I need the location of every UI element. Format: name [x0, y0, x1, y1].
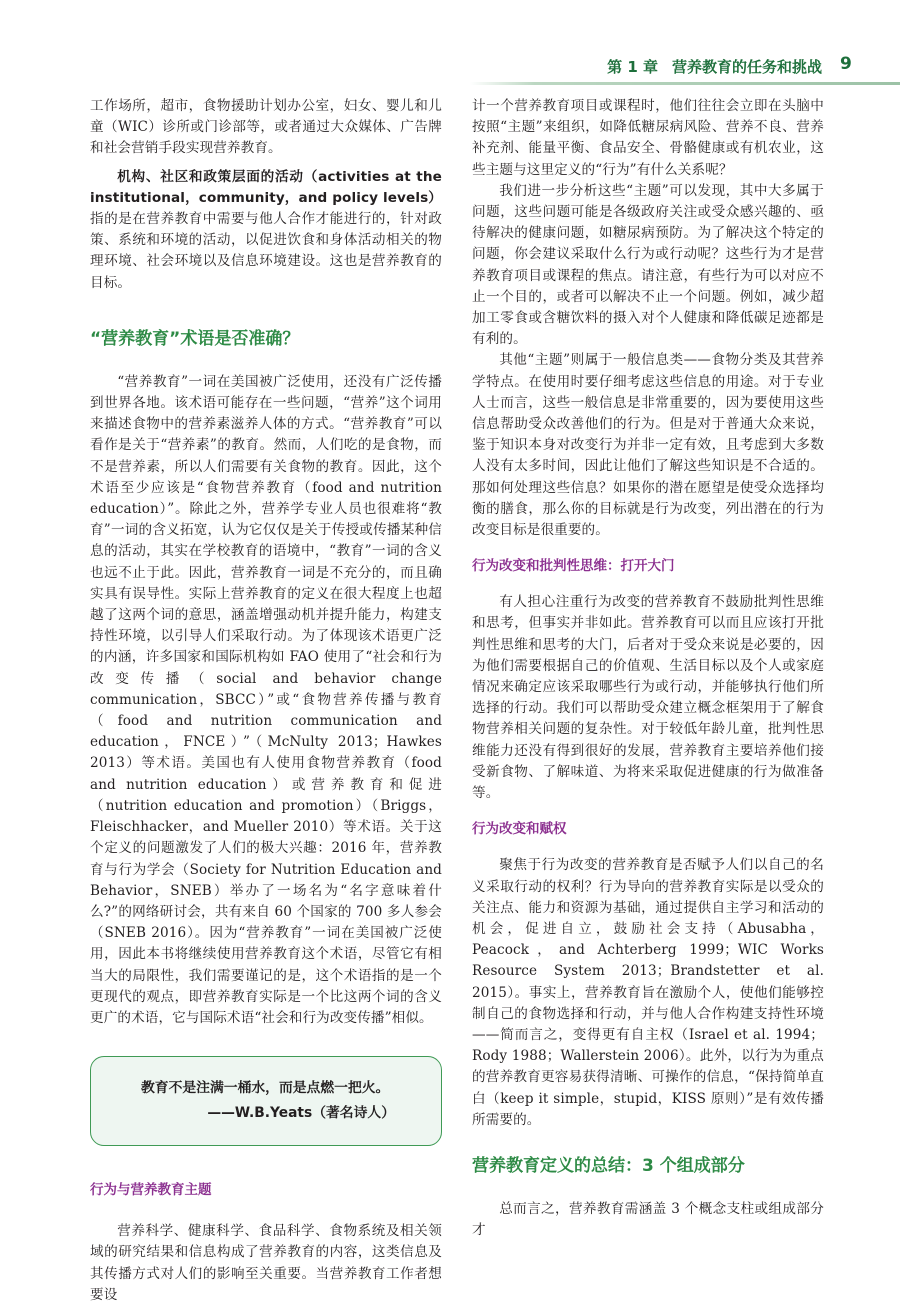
paragraph: 总而言之，营养教育需涵盖 3 个概念支柱或组成部分才: [472, 1200, 824, 1239]
paragraph: 营养科学、健康科学、食品科学、食物系统及相关领域的研究结果和信息构成了营养教育的内容，这类信息及其传播方式对人们的影响至关重要。当营养教育工作者想要设: [90, 1223, 442, 1303]
left-column: [90, 96, 442, 1306]
chapter-label: 第 1 章: [607, 58, 658, 76]
header-rule: [470, 82, 900, 85]
subsection-heading: 行为改变和批判性思维：打开大门: [472, 558, 675, 575]
paragraph: [90, 167, 442, 294]
paragraph: 其他“主题”则属于一般信息类——食物分类及其营养学特点。在使用时要仔细考虑这些信息的用途。对于专业人士而言，这些一般信息是非常重要的，因为要使用这些信息帮助受众改善他们的行为。但是对于普通大众来说，鉴于知识本身对改变行为并非一定有效，且考虑到大多数人没有太多时间，因此让他们了解这些知识是不合适的。那如何处理这些信息？如果你的潜在愿望是使受众选择均衡的膳食，那么你的目标就是行为改变，列出潜在的行为改变目标是很重要的。: [472, 352, 824, 539]
quote-text: 教育不是注满一桶水，而是点燃一把火。: [141, 1080, 390, 1097]
bold-term: 机构、社区和政策层面的活动（activities at the institutional，community，and policy levels）: [90, 168, 442, 206]
header-chapter-title: [607, 56, 822, 77]
paragraph: 聚焦于行为改变的营养教育是否赋予人们以自己的名义采取行动的权利？行为导向的营养教育实际是以受众的关注点、能力和资源为基础，通过提供自主学习和活动的机会，促进自立，鼓励社会支持（Abusabha，Peacock，and Achterberg 1999；WIC Works Resource System 2013；Brandstetter et al. 2015）。事实上，营养教育旨在激励个人，使他们能够控制自己的食物选择和行动，并与他人合作构建支持性环境——简而言之，变得更有自主权（Israel et al. 1994；Rody 1988；Wallerstein 2006）。此外，以行为为重点的营养教育更容易获得清晰、可操作的信息，“保持简单直白（keep it simple，stupid，KISS 原则）”是有效传播所需要的。: [472, 857, 824, 1128]
section-heading: “营养教育”术语是否准确？: [90, 328, 300, 349]
right-column: [472, 96, 824, 1241]
section-heading: 营养教育定义的总结：3 个组成部分: [472, 1155, 745, 1176]
quote-box: [90, 1056, 442, 1146]
paragraph: 工作场所，超市，食物援助计划办公室，妇女、婴儿和儿童（WIC）诊所或门诊部等，或者通过大众媒体、广告牌和社会营销手段实现营养教育。: [90, 98, 442, 157]
running-header: [0, 48, 900, 88]
subsection-heading: 行为与营养教育主题: [90, 1182, 212, 1199]
paragraph: “营养教育”一词在美国被广泛使用，还没有广泛传播到世界各地。该术语可能存在一些问题，“营养”这个词用来描述食物中的营养素滋养人体的方式。“营养教育”可以看作是关于“营养素”的教育。然而，人们吃的是食物，而不是营养素，所以人们需要有关食物的教育。因此，这个术语至少应该是“食物营养教育（food and nutrition education）”。除此之外，营养学专业人员也很难将“教育”一词的含义拓宽，认为它仅仅是关于传授或传播某种信息的活动，其实在学校教育的语境中，“教育”一词的含义也远不止于此。因此，营养教育一词是不充分的，而且确实具有误导性。实际上营养教育的定义在很大程度上也超越了这两个词的意思，涵盖增强动机并提升能力，构建支持性环境，以引导人们采取行动。为了体现该术语更广泛的内涵，许多国家和国际机构如 FAO 使用了“社会和行为改变传播（social and behavior change communication，SBCC）”或“食物营养传播与教育（food and nutrition communication and education，FNCE）”（McNulty 2013；Hawkes 2013）等术语。美国也有人使用食物营养教育（food and nutrition education）或营养教育和促进（nutrition education and promotion）（Briggs，Fleischhacker，and Mueller 2010）等术语。关于这个定义的问题激发了人们的极大兴趣：2016 年，营养教育与行为学会（Society for Nutrition Education and Behavior，SNEB）举办了一场名为“名字意味着什么?”的网络研讨会，共有来自 60 个国家的 700 多人参会（SNEB 2016）。因为“营养教育”一词在美国被广泛使用，因此本书将继续使用营养教育这个术语，尽管它有相当大的局限性，我们需要谨记的是，这个术语指的是一个更现代的观点，即营养教育实际是一个比这两个词的含义更广的术语，它与国际术语“社会和行为改变传播”相似。: [90, 373, 442, 1026]
page-number: 9: [840, 54, 852, 74]
paragraph: 有人担心注重行为改变的营养教育不鼓励批判性思维和思考，但事实并非如此。营养教育可以而且应该打开批判性思维和思考的大门，后者对于受众来说是必要的，因为他们需要根据自己的价值观、生活目标以及个人或家庭情况来确定应该采取哪些行为或行动，并能够执行他们所选择的行动。我们可以帮助受众建立概念框架用于了解食物营养相关问题的复杂性。对于较低年龄儿童，批判性思维能力还没有得到很好的发展，营养教育主要培养他们接受新食物、了解味道、为将来采取促进健康的行为做准备等。: [472, 594, 824, 802]
paragraph-text: 指的是在营养教育中需要与他人合作才能进行的，针对政策、系统和环境的活动，以促进饮食和身体活动相关的物理环境、社会环境以及信息环境建设。这也是营养教育的目标。: [90, 211, 442, 291]
paragraph: 我们进一步分析这些“主题”可以发现，其中大多属于问题，这些问题可能是各级政府关注或受众感兴趣的、亟待解决的健康问题，如糖尿病预防。为了解决这个特定的问题，你会建议采取什么行为或行动呢？这些行为才是营养教育项目或课程的焦点。请注意，有些行为可以对应不止一个目的，或者可以解决不止一个问题。例如，减少超加工零食或含糖饮料的摄入对个人健康和降低碳足迹都是有利的。: [472, 182, 824, 348]
quote-author: ——W.B.Yeats（著名诗人）: [207, 1105, 395, 1122]
chapter-title: 营养教育的任务和挑战: [671, 58, 822, 76]
paragraph: 计一个营养教育项目或课程时，他们往往会立即在头脑中按照“主题”来组织，如降低糖尿病风险、营养不良、营养补充剂、能量平衡、食品安全、骨骼健康或有机农业，这些主题与这里定义的“行为”有什么关系呢？: [472, 98, 824, 178]
subsection-heading: 行为改变和赋权: [472, 821, 567, 838]
